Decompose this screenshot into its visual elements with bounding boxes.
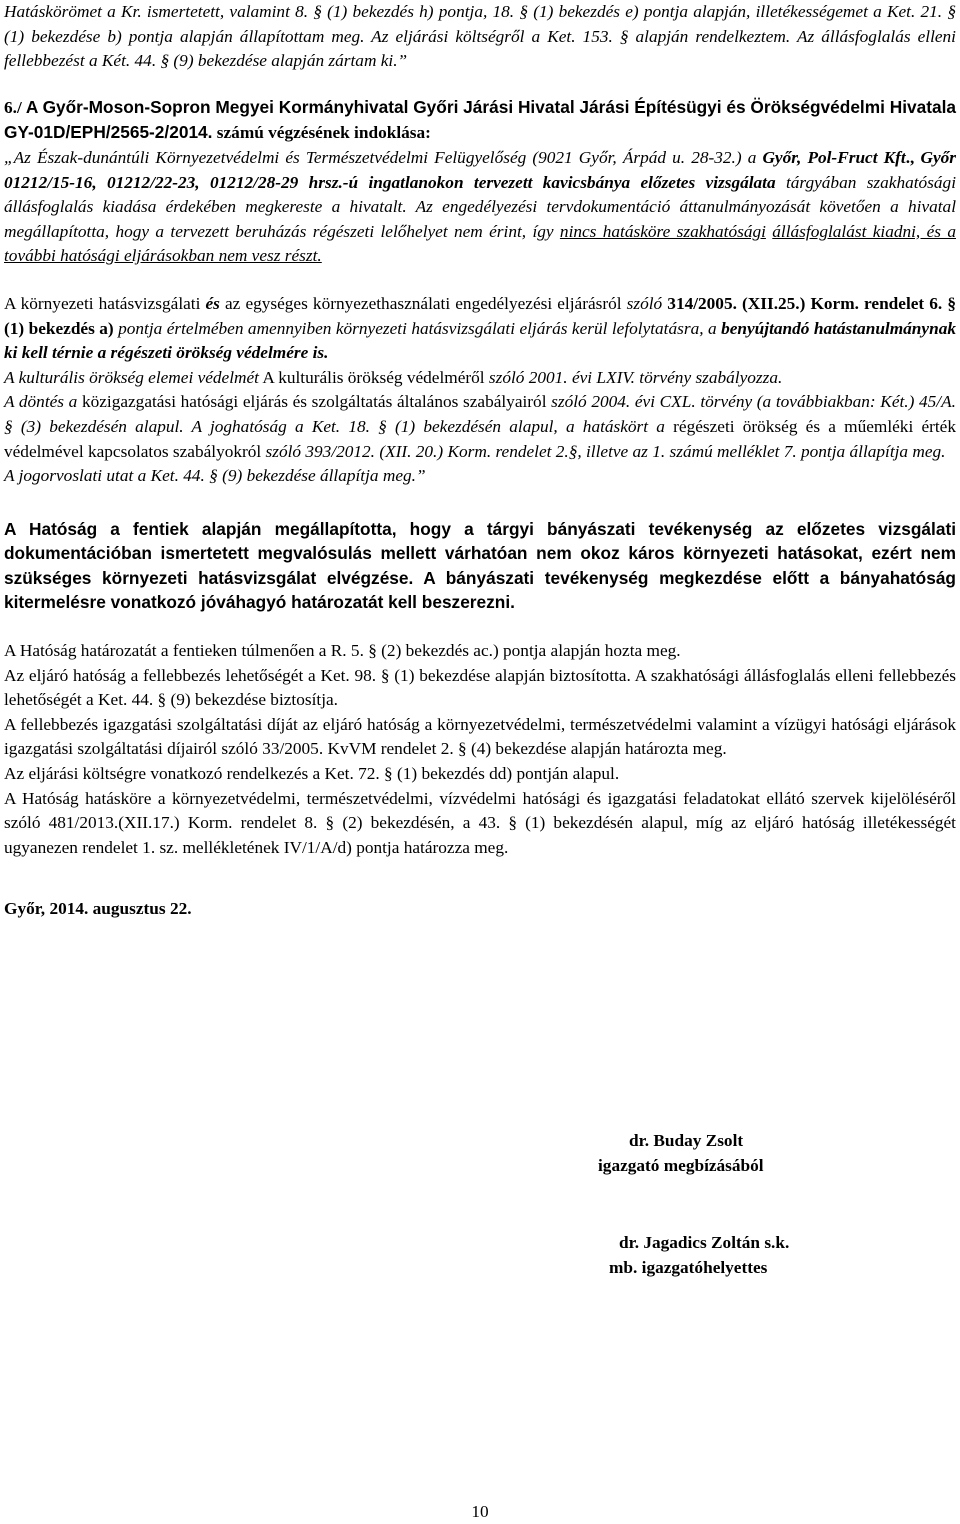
text-run: „Az Észak-dunántúli Környezetvédelmi és Természetvédelmi Felügyelőség (9021 Győr, Árpád u. 28-32.) a — [4, 147, 763, 167]
text-run: Győr 01212/15-16, 01212/22-23, 01212/28-29 hrsz — [4, 147, 956, 192]
section-number: 6./ — [4, 97, 22, 117]
text-run: szóló 2001. évi LXIV. törvény szabályozza. — [488, 367, 783, 387]
text-run: szóló 2004. évi CXL. törvény (a továbbiakban: Két.) 45/A. § (3) bekezdésén alapul. A joghatóság a Ket. 18. § (1) bekezdésén alapul, a hatáskört a — [4, 392, 956, 436]
closing-line-2: Az eljáró hatóság a fellebbezés lehetőségét a Ket. 98. § (1) bekezdése alapján biztosította. A szakhatósági állásfoglalás elleni fellebbezés lehetőségét a Ket. 44. § (9) bekezdése biztosítja. — [4, 665, 956, 710]
text-run: 314/2005. (XII.25.) Korm. rendelet 6. § (1) bekezdés a) — [4, 293, 956, 338]
signature-block-1 — [598, 1129, 764, 1178]
text-run: Győr, Pol-Fruct Kft — [762, 147, 906, 167]
text-run: közigazgatási hatósági eljárás és szolgáltatás általános szabályairól — [81, 392, 547, 412]
text-run: A kulturális örökség elemei védelmét — [4, 367, 259, 387]
text-run: pontja értelmében amennyiben környezeti hatásvizsgálati eljárás kerül lefolytatásra, a — [113, 318, 722, 338]
signatory-name: dr. Buday Zsolt — [629, 1131, 744, 1150]
date-line: Győr, 2014. augusztus 22. — [4, 899, 192, 919]
text-run: A döntés a — [4, 392, 82, 412]
signature-block-2 — [609, 1231, 790, 1280]
text-run: állásfoglalást kiadni, és a további hatósági eljárásokban nem vesz részt. — [4, 221, 956, 266]
text-run: A kulturális örökség védelméről — [258, 367, 489, 387]
text-run: ., — [905, 147, 921, 167]
closing-line-4: Az eljárási költségre vonatkozó rendelkezés a Ket. 72. § (1) bekezdés dd) pontján alapul. — [4, 764, 620, 784]
paragraph-legal-4 — [4, 464, 956, 489]
text-run: benyújtandó hatástanulmánynak ki kell térnie a régészeti örökség védelmére is. — [4, 318, 956, 363]
signatory-name: dr. Jagadics Zoltán s.k. — [619, 1233, 790, 1252]
text-run: .-ú ingatlanokon tervezett kavicsbánya előzetes vizsgálata — [338, 172, 776, 192]
paragraph-legal-2 — [4, 366, 956, 391]
signatory-role: igazgató megbízásából — [598, 1155, 764, 1175]
text-run: és — [205, 293, 220, 313]
text-run: tárgyában szakhatósági állásfoglalás kiadása érdekében megkereste a hivatalt. Az engedélyezési tervdokumentáció áttanulmányozását követően a hivatal megállapította, hogy a tervezett beruházás régészeti lelőhelyet nem érint, így — [4, 172, 956, 241]
paragraph-legal-1 — [4, 292, 956, 366]
text-run: A környezeti hatásvizsgálati — [4, 293, 206, 313]
section-6 — [4, 95, 956, 269]
text-run: az egységes környezethasználati engedélyezési eljárásról — [219, 293, 627, 313]
closing-line-3: A fellebbezés igazgatási szolgáltatási díját az eljáró hatóság a környezetvédelmi, természetvédelmi valamint a vízügyi hatósági eljárások igazgatási szolgáltatási díjairól szóló 33/2005. KvVM rendelet 2. § (4) bekezdése alapján határozta meg. — [4, 714, 956, 759]
text-run: nincs hatásköre szakhatósági — [559, 221, 766, 241]
paragraph-legal-3 — [4, 390, 956, 464]
text-run: szóló — [626, 293, 663, 313]
text-run: Hatásköröm — [4, 2, 90, 21]
page-number: 10 — [471, 1502, 489, 1521]
signatory-role: mb. igazgatóhelyettes — [609, 1257, 768, 1277]
text-run: szóló 393/2012. (XII. 20.) Korm. rendelet 2.§, illetve az 1. számú melléklet 7. pontja állapítja meg. — [261, 441, 946, 461]
text-run: régészeti örökség és a műemléki érték védelmével kapcsolatos szabályokról — [4, 416, 956, 461]
closing-line-1: A Hatóság határozatát a fentieken túlmenően a R. 5. § (2) bekezdés ac.) pontja alapján hozta meg. — [4, 641, 681, 661]
closing-line-5: A Hatóság hatásköre a környezetvédelmi, természetvédelmi, vízvédelmi hatósági és igazgatási feladatokat ellátó szervek kijelöléséről szóló 481/2013.(XII.17.) Korm. rendelet 8. § (2) bekezdésén, a 43. § (1) bekezdésén alapul, míg az eljáró hatóság illetékességét ugyanezen rendelet 1. sz. mellékletének IV/1/A/d) pontja határozza meg. — [4, 788, 956, 857]
section-heading: A Győr-Moson-Sopron Megyei Kormányhivatal Győri Járási Hivatal Járási Építésügyi és Örökségvédelmi Hivatala GY-01D/EPH/2565-2/2014. — [4, 96, 956, 143]
document-page — [4, 0, 956, 922]
text-run: et a Kr. ismertetett, valamint 8. § (1) bekezdés h) pontja, 18. § (1) bekezdés e) pontja alapján, illetékességemet a Ket. 21. § (1) bekezdése b) pontja alapján állapítottam meg. Az eljárási költségről a Ket. 153. § alapján rendelkeztem. Az állásfoglalás elleni fellebbezést a Két. 44. § (9) bekezdése alapján zártam ki.” — [4, 2, 956, 71]
decision-paragraph: A Hatóság a fentiek alapján megállapította, hogy a tárgyi bányászati tevékenység az előzetes vizsgálati dokumentációban ismertetett megvalósulás mellett várhatóan nem okoz káros környezeti hatásokat, ezért nem szükséges környezeti hatásvizsgálat elvégzése. A bányászati tevékenység megkezdése előtt a bányahatóság kitermelésre vonatkozó jóváhagyó határozatát kell beszerezni. — [4, 518, 956, 613]
text-run: A jogorvoslati utat a Ket. 44. § (9) bekezdése állapítja meg.” — [4, 466, 426, 486]
section-heading-suffix: számú végzésének indoklása: — [212, 123, 431, 143]
paragraph-competence — [4, 0, 956, 74]
